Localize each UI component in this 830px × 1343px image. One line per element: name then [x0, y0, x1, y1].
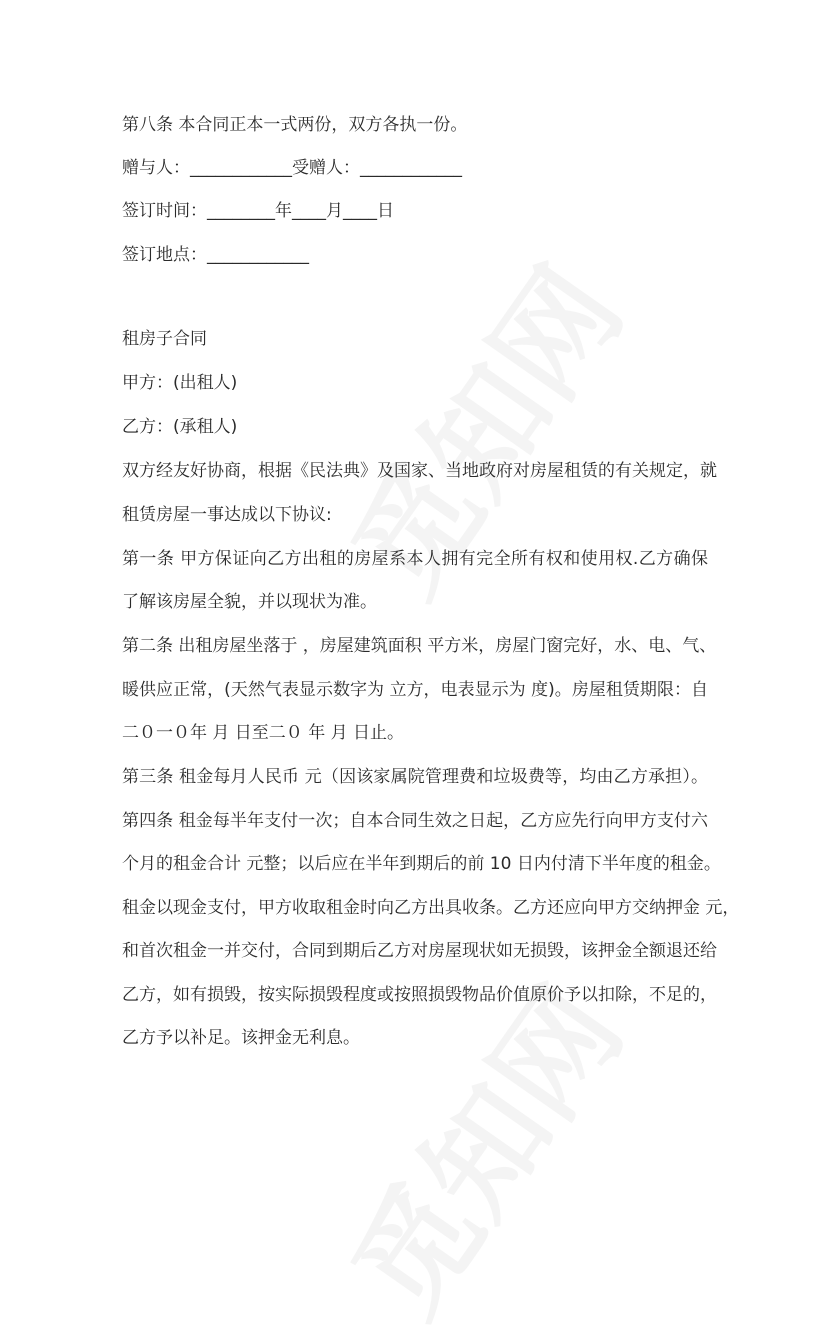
- signing-date-line: 签订时间：________年____月____日: [122, 201, 394, 221]
- clause-8: 第八条 本合同正本一式两份，双方各执一份。: [122, 115, 468, 135]
- watermark: [306, 949, 653, 1343]
- donor-signature-line: 赠与人：____________受赠人：____________: [122, 158, 462, 178]
- signing-place-line: 签订地点：____________: [122, 245, 309, 265]
- party-b: 乙方：(承租人): [122, 417, 238, 437]
- paragraph-line: 了解该房屋全貌，并以现状为准。: [122, 592, 377, 612]
- paragraph-line: 租赁房屋一事达成以下协议:: [122, 505, 332, 525]
- paragraph-line: 第四条 租金每半年支付一次；自本合同生效之日起，乙方应先行向甲方支付六: [122, 811, 708, 831]
- paragraph-line: 双方经友好协商，根据《民法典》及国家、当地政府对房屋租赁的有关规定，就: [122, 461, 717, 481]
- paragraph-line: 乙方予以补足。该押金无利息。: [122, 1028, 360, 1048]
- contract-title: 租房子合同: [122, 329, 207, 349]
- paragraph-line: 第三条 租金每月人民币 元（因该家属院管理费和垃圾费等，均由乙方承担）。: [122, 767, 708, 787]
- paragraph-line: 第二条 出租房屋坐落于 ，房屋建筑面积 平方米，房屋门窗完好，水、电、气、: [122, 636, 717, 656]
- paragraph-line: 二０一０年 月 日至二０ 年 月 日止。: [122, 723, 405, 743]
- paragraph-line: 暖供应正常，(天然气表显示数字为 立方，电表显示为 度)。房屋租赁期限：自: [122, 680, 708, 700]
- paragraph-line: 租金以现金支付，甲方收取租金时向乙方出具收条。乙方还应向甲方交纳押金 元，: [122, 898, 740, 918]
- party-a: 甲方：(出租人): [122, 373, 238, 393]
- paragraph-line: 个月的租金合计 元整；以后应在半年到期后的前 10 日内付清下半年度的租金。: [122, 854, 721, 874]
- paragraph-line: 第一条 甲方保证向乙方出租的房屋系本人拥有完全所有权和使用权.乙方确保: [122, 549, 708, 569]
- paragraph-line: 乙方，如有损毁，按实际损毁程度或按照损毁物品价值原价予以扣除，不足的，: [122, 985, 717, 1005]
- paragraph-line: 和首次租金一并交付，合同到期后乙方对房屋现状如无损毁，该押金全额退还给: [122, 941, 717, 961]
